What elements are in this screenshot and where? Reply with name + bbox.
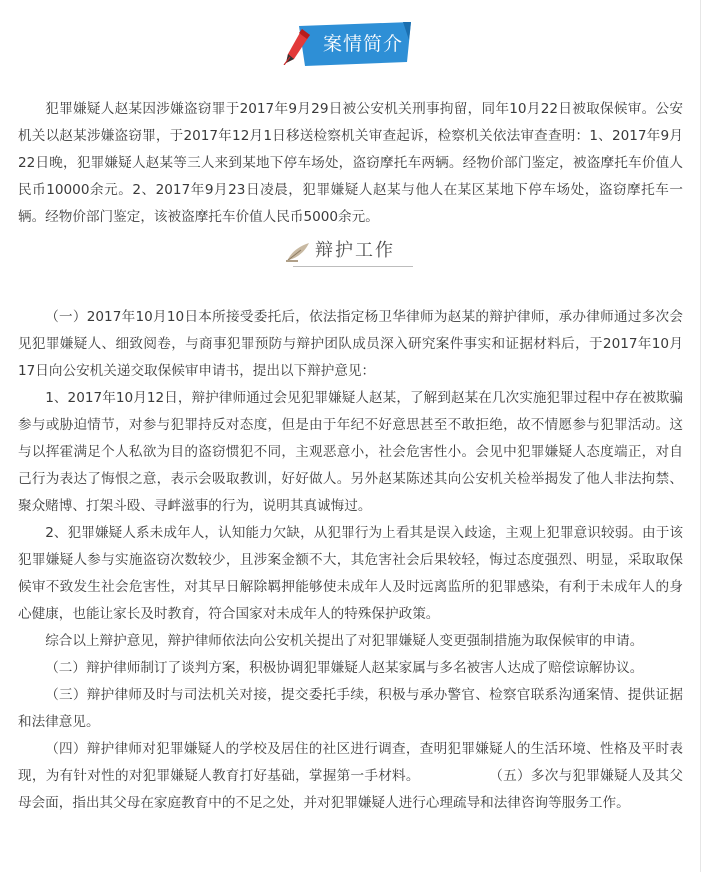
defense-item-5: （五）多次与犯罪嫌疑人及其父母会面，指出其父母在家庭教育中的不足之处，并对犯罪嫌疑人进行心理疏导和法律咨询等服务工作。 (18, 768, 683, 811)
banner-title: 案情简介 (322, 33, 403, 55)
defense-items-4-5 (18, 736, 683, 817)
defense-item-2: （二）辩护律师制订了谈判方案，积极协调犯罪嫌疑人赵某家属与多名被害人达成了赔偿谅解协议。 (45, 660, 644, 676)
case-summary-paragraph: 犯罪嫌疑人赵某因涉嫌盗窃罪于2017年9月29日被公安机关刑事拘留，同年10月22日被取保候审。公安机关以赵某涉嫌盗窃罪，于2017年12月1日移送检察机关审查起诉，检察机关依法审查查明：1、2017年9月22日晚，犯罪嫌疑人赵某等三人来到某地下停车场处，盗窃摩托车两辆。经物价部门鉴定，被盗摩托车价值人民币10000余元。2、2017年9月23日凌晨，犯罪嫌疑人赵某与他人在某区某地下停车场处，盗窃摩托车一辆。经物价部门鉴定，该被盗摩托车价值人民币5000余元。 (18, 101, 683, 225)
section-heading (285, 238, 425, 268)
section-underline (293, 266, 413, 267)
defense-summary: 综合以上辩护意见，辩护律师依法向公安机关提出了对犯罪嫌疑人变更强制措施为取保候审的申请。 (45, 633, 644, 649)
defense-point-1: 1、2017年10月12日，辩护律师通过会见犯罪嫌疑人赵某，了解到赵某在几次实施犯罪过程中存在被欺骗参与或胁迫情节，对参与犯罪持反对态度，但是由于年纪不好意思甚至不敢拒绝，故不情愿参与犯罪活动。这与以挥霍满足个人私欲为目的盗窃惯犯不同，主观恶意小，社会危害性小。会见中犯罪嫌疑人态度端正，对自己行为表达了悔恨之意，表示会吸取教训，好好做人。另外赵某陈述其向公安机关检举揭发了他人非法拘禁、聚众赌博、打架斗殴、寻衅滋事的行为，说明其真诚悔过。 (18, 390, 683, 514)
defense-item-1: （一）2017年10月10日本所接受委托后，依法指定杨卫华律师为赵某的辩护律师，承办律师通过多次会见犯罪嫌疑人、细致阅卷，与商事犯罪预防与辩护团队成员深入研究案件事实和证据材料后，于2017年10月17日向公安机关递交取保候审申请书，提出以下辩护意见： (18, 309, 683, 379)
section-title: 辩护工作 (315, 240, 395, 261)
defense-item-4: （四）辩护律师对犯罪嫌疑人的学校及居住的社区进行调查，查明犯罪嫌疑人的生活环境、性格及平时表现，为有针对性的对犯罪嫌疑人教育打好基础，掌握第一手材料。 (18, 741, 683, 784)
pen-icon (282, 25, 314, 65)
defense-work-body (18, 304, 683, 817)
defense-item-3: （三）辩护律师及时与司法机关对接，提交委托手续，积极与承办警官、检察官联系沟通案情、提供证据和法律意见。 (18, 687, 683, 730)
defense-point-2: 2、犯罪嫌疑人系未成年人，认知能力欠缺，从犯罪行为上看其是误入歧途，主观上犯罪意识较弱。由于该犯罪嫌疑人参与实施盗窃次数较少，且涉案金额不大，其危害社会后果较轻，悔过态度强烈、明显，采取取保候审不致发生社会危害性，对其早日解除羁押能够使未成年人及时远离监所的犯罪感染，有利于未成年人的身心健康，也能让家长及时教育，符合国家对未成年人的特殊保护政策。 (18, 525, 683, 622)
feather-quill-icon (285, 241, 311, 263)
